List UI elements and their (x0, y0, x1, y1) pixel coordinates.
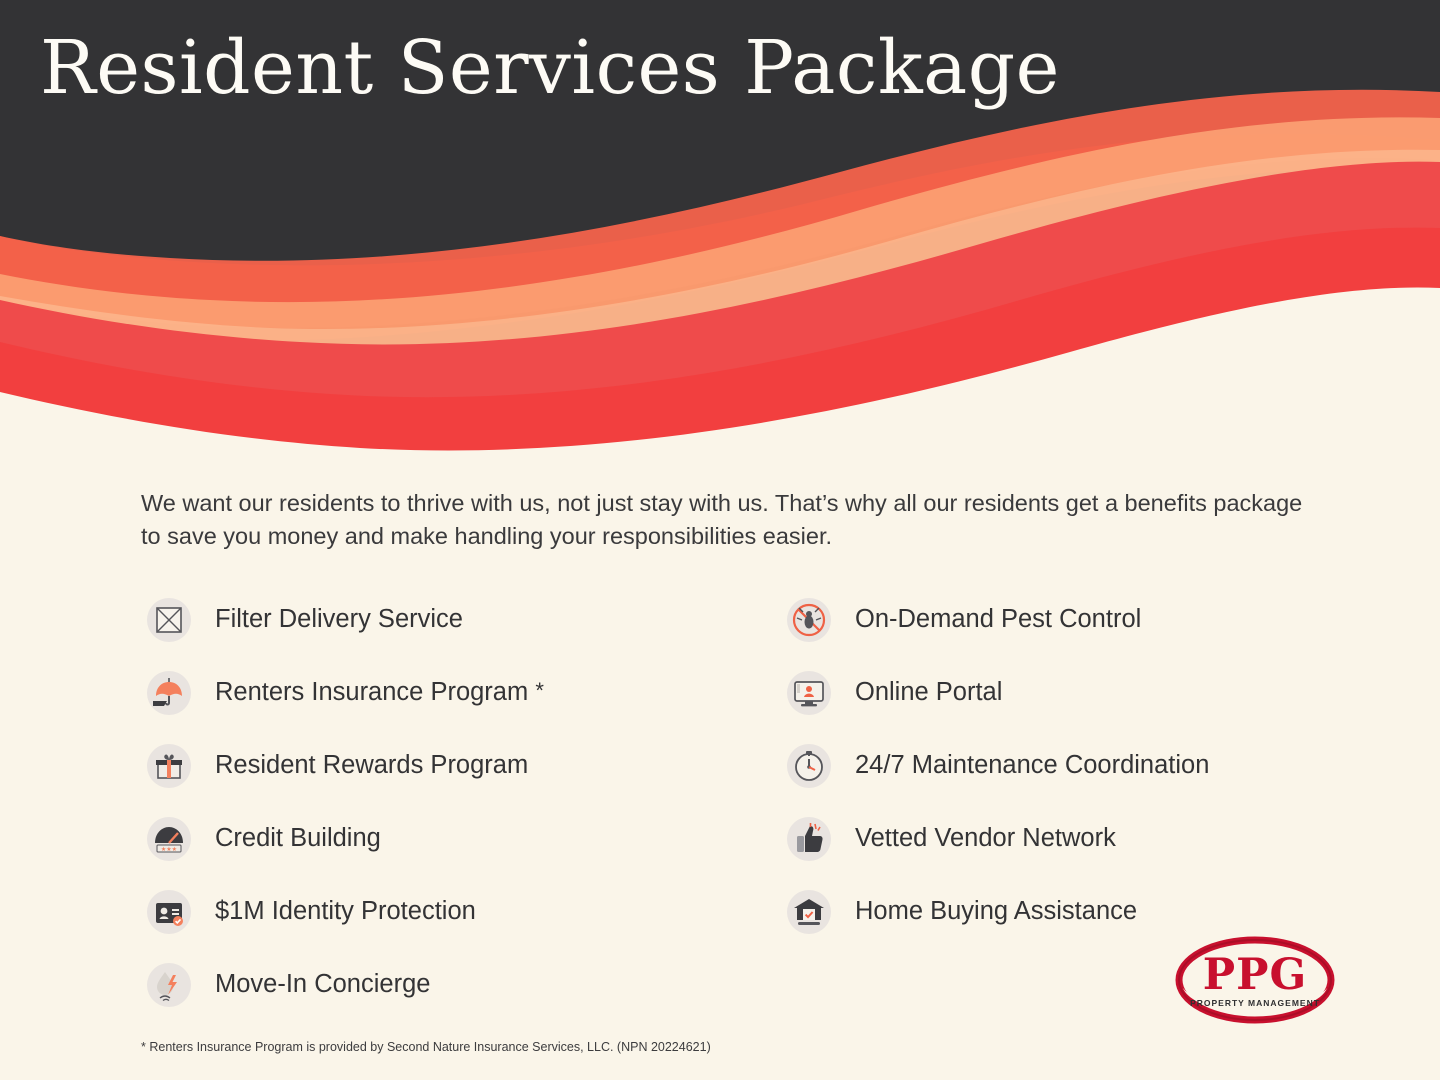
list-item-label: Home Buying Assistance (855, 897, 1138, 925)
list-item-label: Online Portal (855, 678, 1003, 706)
list-item-label: Resident Rewards Program (215, 751, 529, 779)
list-item (141, 656, 781, 729)
credit-score-icon (141, 811, 197, 867)
list-item (781, 656, 1321, 729)
list-item-label: Credit Building (215, 824, 381, 852)
air-filter-icon (141, 592, 197, 648)
list-item-label: 24/7 Maintenance Coordination (855, 751, 1210, 779)
list-item (141, 802, 781, 875)
list-item (141, 583, 781, 656)
list-item (781, 802, 1321, 875)
no-pest-icon (781, 592, 837, 648)
benefits-left-column (141, 583, 781, 1021)
list-item (781, 729, 1321, 802)
utilities-drop-icon (141, 957, 197, 1013)
list-item (141, 729, 781, 802)
logo-tagline: PROPERTY MANAGEMENT (1190, 998, 1320, 1008)
thumbs-up-icon (781, 811, 837, 867)
intro-paragraph: We want our residents to thrive with us, not just stay with us. That’s why all our residents get a benefits package to save you money and make handling your responsibilities easier. (141, 490, 1303, 550)
company-logo (1175, 936, 1335, 1028)
clock-icon (781, 738, 837, 794)
footnote-marker: * (535, 678, 544, 703)
footnote: * Renters Insurance Program is provided by Second Nature Insurance Services, LLC. (NPN 20224621) (141, 1040, 711, 1054)
benefits-columns (141, 583, 1321, 1021)
header-banner (0, 0, 1440, 470)
monitor-portal-icon (781, 665, 837, 721)
list-item-label: Move-In Concierge (215, 970, 431, 998)
list-item (781, 583, 1321, 656)
id-badge-icon (141, 884, 197, 940)
list-item-label: On-Demand Pest Control (855, 605, 1142, 633)
list-item (141, 875, 781, 948)
list-item-label: Vetted Vendor Network (855, 824, 1116, 852)
svg-text:★★★: ★★★ (160, 846, 178, 853)
list-item-label: Renters Insurance Program * (215, 678, 544, 706)
page-title: Resident Services Package (40, 25, 1060, 111)
list-item-label: Filter Delivery Service (215, 605, 463, 633)
list-item-label: $1M Identity Protection (215, 897, 476, 925)
house-check-icon (781, 884, 837, 940)
logo-mark: PPG (1202, 950, 1308, 1000)
gift-icon (141, 738, 197, 794)
umbrella-icon (141, 665, 197, 721)
list-item (141, 948, 781, 1021)
